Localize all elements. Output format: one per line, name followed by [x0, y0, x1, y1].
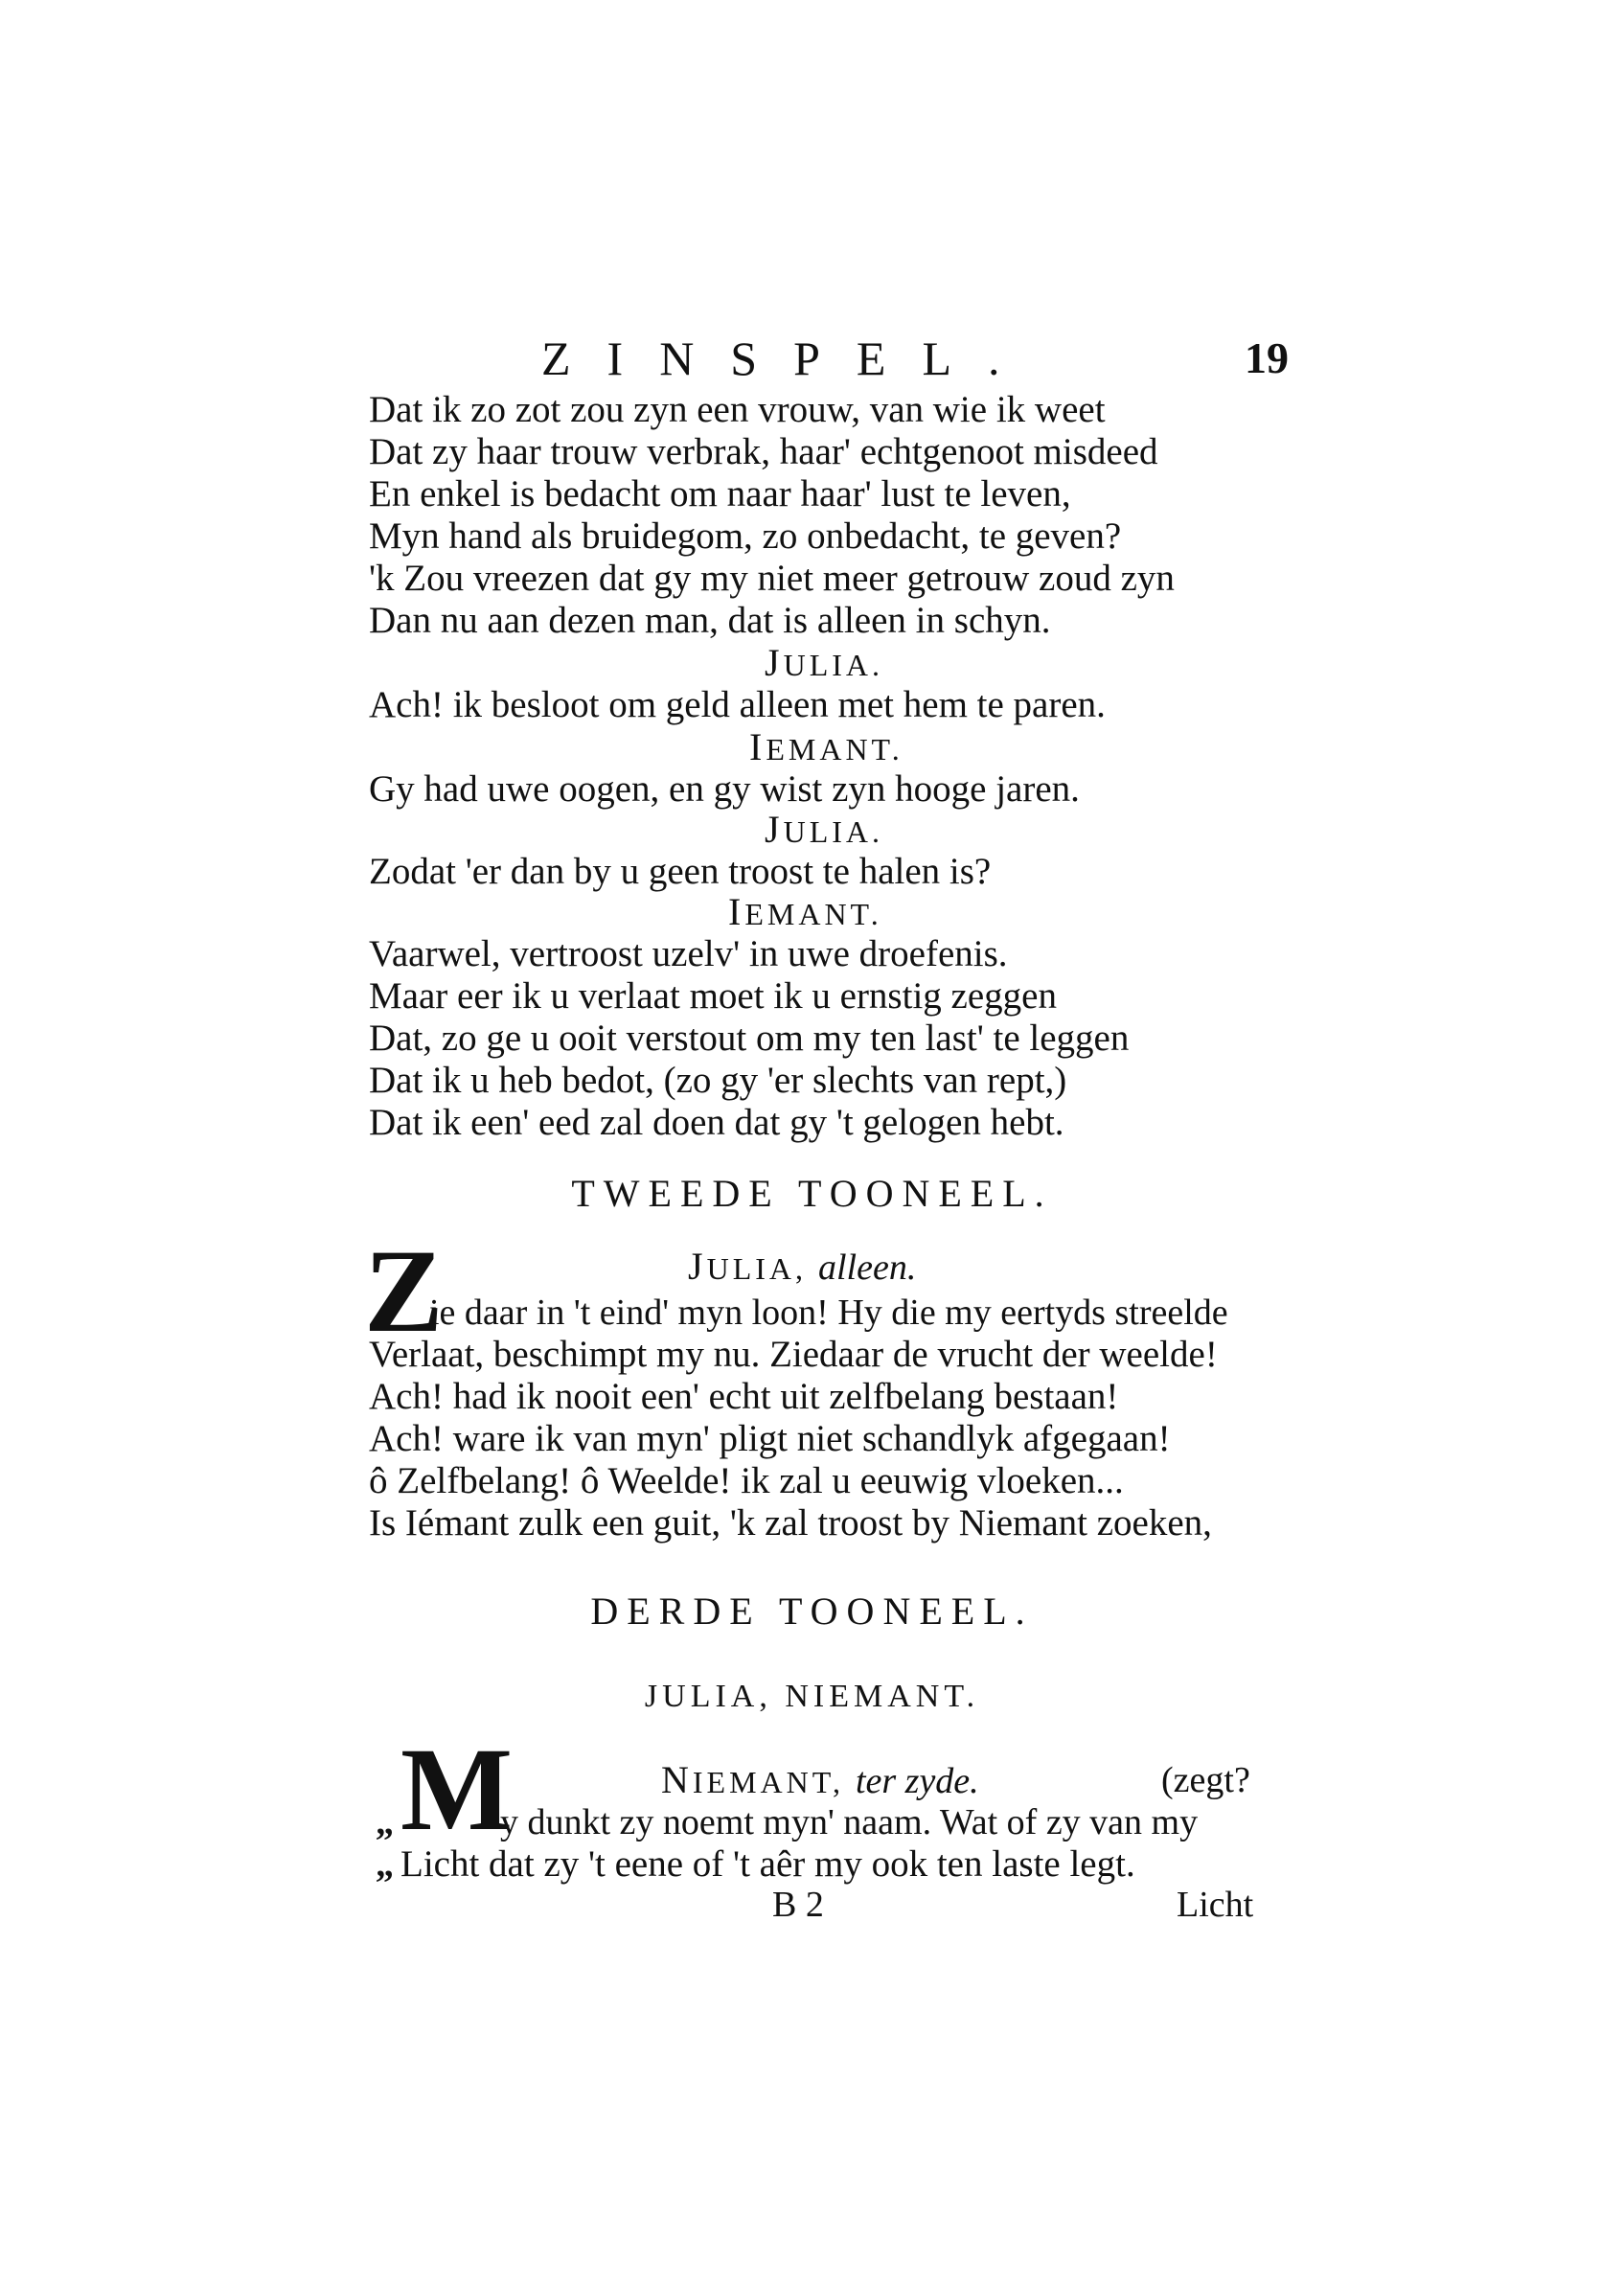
speaker-initial: I — [749, 725, 766, 768]
speaker-initial: J — [765, 808, 784, 851]
speaker-rest: ULIA. — [783, 814, 883, 849]
verse-line: Dan nu aan dezen man, dat is alleen in schyn. — [369, 600, 1051, 641]
speaker-julia-alone — [688, 1247, 916, 1288]
speaker-rest: ULIA. — [783, 648, 883, 682]
verse-line: Vaarwel, vertroost uzelv' in uwe droefenis. — [369, 933, 1008, 974]
page-number: 19 — [1245, 333, 1289, 382]
verse-line: ie daar in 't eind' myn loon! Hy die my eertyds streelde — [429, 1293, 1228, 1333]
speaker-rest: EMANT. — [766, 732, 903, 766]
verse-line: Maar eer ik u verlaat moet ik u ernstig zeggen — [369, 975, 1057, 1017]
speaker-julia — [765, 808, 883, 851]
verse-line: Is Iémant zulk een guit, 'k zal troost by Niemant zoeken, — [369, 1502, 1212, 1544]
speaker-note: alleen. — [818, 1247, 917, 1288]
verse-line: Myn hand als bruidegom, zo onbedacht, te geven? — [369, 515, 1122, 557]
verse-line: Dat ik een' eed zal doen dat gy 't gelogen hebt. — [369, 1102, 1064, 1143]
verse-line: Gy had uwe oogen, en gy wist zyn hooge jaren. — [369, 768, 1080, 810]
catchword: Licht — [1177, 1885, 1254, 1925]
verse-line: 'k Zou vreezen dat gy my niet meer getrouw zoud zyn — [369, 558, 1175, 599]
verse-line: Dat ik u heb bedot, (zo gy 'er slechts van rept,) — [369, 1060, 1067, 1101]
drop-cap: Z — [364, 1225, 444, 1357]
verse-line: ô Zelfbelang! ô Weelde! ik zal u eeuwig vloeken... — [369, 1460, 1124, 1501]
verse-line: Dat, zo ge u ooit verstout om my ten last' te leggen — [369, 1018, 1130, 1059]
speaker-initial: J — [765, 641, 784, 684]
speaker-niemant-aside — [661, 1758, 979, 1801]
scene-characters: JULIA, NIEMANT. — [644, 1679, 980, 1714]
verse-line: y dunkt zy noemt myn' naam. Wat of zy van my — [500, 1802, 1199, 1842]
page-header — [541, 331, 1289, 388]
drop-cap: M — [400, 1724, 514, 1855]
verse-line: En enkel is bedacht om naar haar' lust te leven, — [369, 473, 1071, 515]
speaker-initial: I — [728, 890, 745, 933]
speaker-initial: N — [661, 1758, 693, 1801]
speaker-note: ter zyde. — [855, 1761, 979, 1801]
scene-heading: TWEEDE TOONEEL. — [571, 1172, 1053, 1215]
speaker-rest: EMANT. — [744, 897, 882, 931]
speaker-julia — [765, 641, 883, 684]
signature-mark: B 2 — [772, 1885, 824, 1925]
verse-line: Dat ik zo zot zou zyn een vrouw, van wie ik weet — [369, 389, 1106, 430]
verse-line: Licht dat zy 't eene of 't aêr my ook ten laste legt. — [400, 1843, 1135, 1885]
verse-line: Ach! ik besloot om geld alleen met hem te paren. — [369, 684, 1106, 725]
verse-line: Verlaat, beschimpt my nu. Ziedaar de vrucht der weelde! — [369, 1334, 1218, 1375]
running-title: ZINSPEL. — [541, 332, 1037, 385]
speaker-rest: IEMANT, — [692, 1765, 844, 1799]
quote-mark: „ — [376, 1802, 394, 1842]
speaker-rest: ULIA, — [706, 1251, 807, 1286]
speaker-initial: J — [688, 1245, 707, 1288]
speaker-iemant — [749, 725, 903, 768]
verse-line: Zodat 'er dan by u geen troost te halen is? — [369, 851, 992, 892]
scene-heading: DERDE TOONEEL. — [590, 1590, 1034, 1633]
stage-direction: (zegt? — [1161, 1760, 1250, 1800]
verse-line: Ach! ware ik van myn' pligt niet schandlyk afgegaan! — [369, 1418, 1171, 1459]
quote-mark: „ — [376, 1844, 394, 1885]
verse-line: Dat zy haar trouw verbrak, haar' echtgenoot misdeed — [369, 431, 1158, 472]
verse-line: Ach! had ik nooit een' echt uit zelfbelang bestaan! — [369, 1376, 1119, 1417]
speaker-iemant — [728, 890, 882, 933]
